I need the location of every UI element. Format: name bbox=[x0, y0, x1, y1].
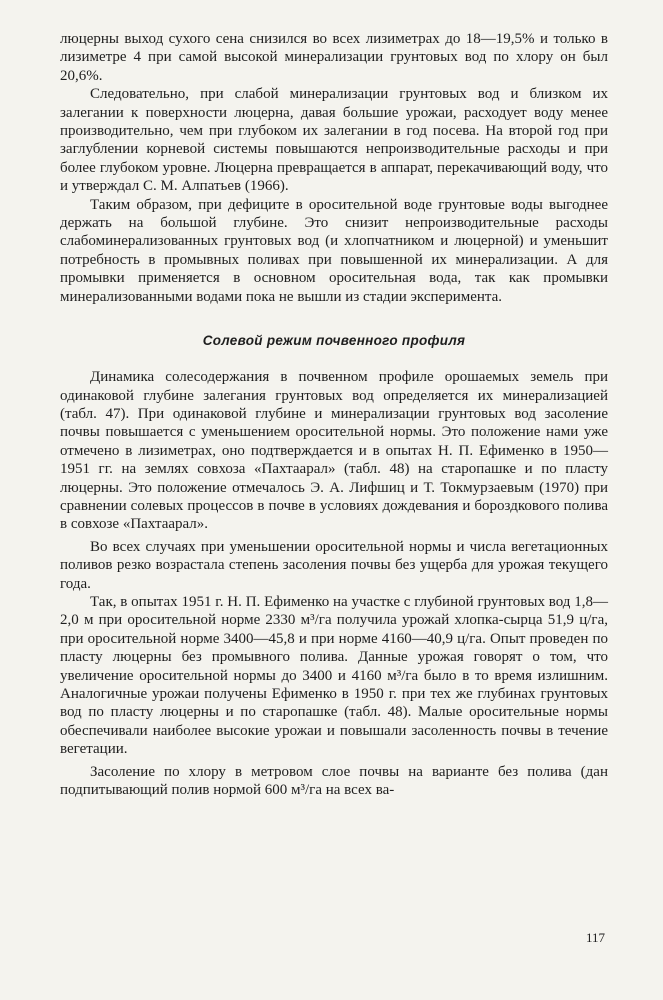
page-number: 117 bbox=[585, 930, 605, 945]
section-heading: Солевой режим почвенного профиля bbox=[202, 333, 466, 349]
paragraph: Следовательно, при слабой минерализации грунтовых вод и близком их залегании к поверхности люцерна, давая большие урожаи, расходует воду менее производительно, чем при глубоком их залегании в год посева. На второй год при заглублении корневой системы повышаются непроизводительные расходы и при более глубоком уровне. Люцерна превращается в аппарат, перекачивающий воду, что и утверждал С. М. Алпатьев (1966). bbox=[60, 86, 608, 195]
paragraph: люцерны выход сухого сена снизился во всех лизиметрах до 18—19,5% и только в лизиметре 4 при самой высокой минерализации грунтовых вод по хлору он был 20,6%. bbox=[60, 31, 608, 84]
text-block-bottom bbox=[60, 368, 608, 799]
paragraph: Так, в опытах 1951 г. Н. П. Ефименко на участке с глубиной грунтовых вод 1,8—2,0 м при оросительной норме 2330 м³/га получила урожай хлопка-сырца 51,9 ц/га, при оросительной норме 3400—45,8 и при норме 4160—40,9 ц/га. Опыт проведен по пласту люцерны без промывного полива. Данные урожая говорят о том, что увеличение оросительной нормы до 3400 и 4160 м³/га было в то время излишним. Аналогичные урожаи получены Ефименко в 1950 г. при тех же глубинах грунтовых вод по пласту люцерны и по старопашке (табл. 48). Малые оросительные нормы обеспечивали наиболее высокие урожаи и повышали засоленность почвы в течение вегетации. bbox=[60, 593, 608, 758]
paragraph: Таким образом, при дефиците в оросительной воде грунтовые воды выгоднее держать на большой глубине. Это снизит непроизводительные расходы слабоминерализованных грунтовых вод (и хлопчатником и люцерной) и уменьшит потребность в промывных поливах при повышенной их минерализации. А для промывки применяется в основном оросительная вода, так как промывки минерализованными водами пока не вышли из стадии эксперимента. bbox=[60, 196, 608, 305]
book-page bbox=[60, 30, 608, 799]
paragraph: Засоление по хлору в метровом слое почвы на варианте без полива (дан подпитывающий полив нормой 600 м³/га на всех ва- bbox=[60, 763, 608, 799]
paragraph: Во всех случаях при уменьшении оросительной нормы и числа вегетационных поливов резко возрастала степень засоления почвы без ущерба для урожая текущего года. bbox=[60, 538, 608, 592]
paragraph: Динамика солесодержания в почвенном профиле орошаемых земель при одинаковой глубине залегания грунтовых вод определяется их минерализацией (табл. 47). При одинаковой глубине и минерализации грунтовых вод засоление почвы повышается с уменьшением оросительной нормы. Это положение нами уже отмечено в лизиметрах, оно подтверждается и в опытах Н. П. Ефименко в 1950—1951 гг. на землях совхоза «Пахтаарал» (табл. 48) на старопашке и по пласту люцерны. Это положение отмечалось Э. А. Лифшиц и Т. Токмурзаевым (1970) при сравнении солевых процессов в почве в условиях дождевания и бороздкового полива в совхозе «Пахтаарал». bbox=[60, 369, 608, 533]
text-block-top bbox=[60, 30, 608, 306]
